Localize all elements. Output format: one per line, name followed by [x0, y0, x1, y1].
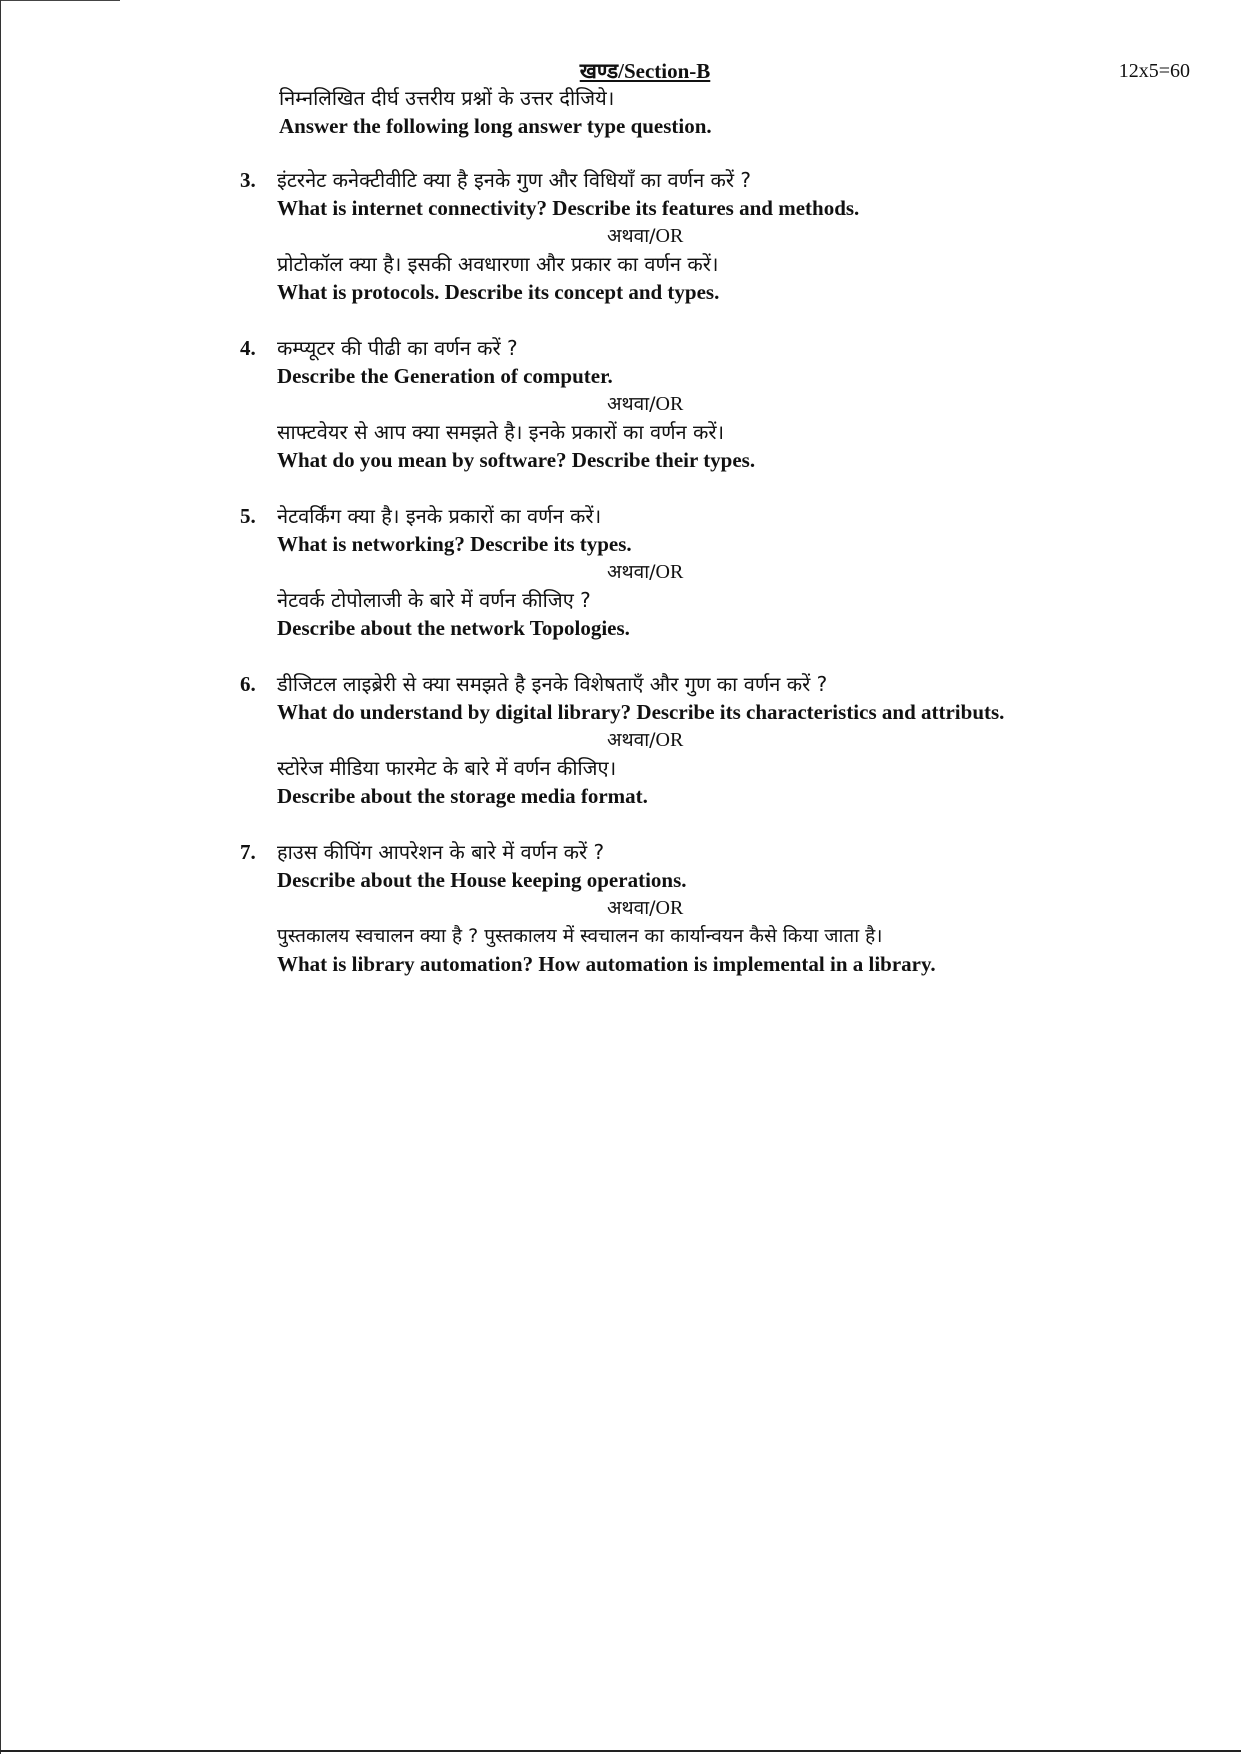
or-separator: [277, 726, 1157, 754]
or-label-hindi: अथवा/: [607, 561, 656, 583]
or-label-hindi: अथवा/: [607, 897, 656, 919]
question-body: [277, 838, 1157, 978]
question-english: Describe the Generation of computer.: [277, 364, 613, 388]
question-body: [277, 334, 1157, 474]
marks-allocation: 12x5=60: [1118, 60, 1190, 82]
question-number: 5.: [240, 504, 256, 528]
or-label-english: OR: [655, 225, 684, 247]
question-number: 7.: [240, 840, 256, 864]
or-label-english: OR: [655, 561, 684, 583]
alternate-question-english: Describe about the storage media format.: [277, 784, 648, 808]
or-separator: [277, 894, 1157, 922]
alternate-question-hindi: प्रोटोकॉल क्या है। इसकी अवधारणा और प्रकार का वर्णन करें।: [277, 252, 719, 276]
question-hindi: इंटरनेट कनेक्टीवीटि क्या है इनके गुण और विधियाँ का वर्णन करें ?: [277, 168, 752, 192]
question-english: What is internet connectivity? Describe its features and methods.: [277, 196, 860, 220]
scan-edge-top: [0, 0, 120, 1]
question-number: 6.: [240, 672, 256, 696]
question-number: 4.: [240, 336, 256, 360]
or-separator: [277, 390, 1157, 418]
question-hindi: कम्प्यूटर की पीढी का वर्णन करें ?: [277, 336, 518, 360]
or-label-english: OR: [655, 897, 684, 919]
instructions: [279, 84, 1179, 140]
section-title: खण्ड/Section-B: [579, 59, 711, 83]
or-label-hindi: अथवा/: [607, 393, 656, 415]
instructions-english: Answer the following long answer type question.: [279, 114, 712, 138]
alternate-question-hindi: नेटवर्क टोपोलाजी के बारे में वर्णन कीजिए ?: [277, 588, 591, 612]
question-english: What is networking? Describe its types.: [277, 532, 632, 556]
alternate-question-hindi: स्टोरेज मीडिया फारमेट के बारे में वर्णन कीजिए।: [277, 756, 617, 780]
scan-edge-left: [0, 0, 1, 1754]
alternate-question-hindi: पुस्तकालय स्वचालन क्या है ? पुस्तकालय में स्वचालन का कार्यान्वयन कैसे किया जाता है।: [277, 925, 883, 947]
question-number: 3.: [240, 168, 256, 192]
question-english: Describe about the House keeping operations.: [277, 868, 687, 892]
question-body: [277, 166, 1157, 306]
question-body: [277, 502, 1157, 642]
question-english: What do understand by digital library? Describe its characteristics and attributs.: [277, 700, 1005, 724]
or-label-hindi: अथवा/: [607, 729, 656, 751]
alternate-question-english: What is protocols. Describe its concept and types.: [277, 280, 720, 304]
question-hindi: डीजिटल लाइब्रेरी से क्या समझते है इनके विशेषताएँ और गुण का वर्णन करें ?: [277, 672, 828, 696]
or-label-english: OR: [655, 729, 684, 751]
question-hindi: नेटवर्किंग क्या है। इनके प्रकारों का वर्णन करें।: [277, 504, 602, 528]
instructions-hindi: निम्नलिखित दीर्घ उत्तरीय प्रश्नों के उत्तर दीजिये।: [279, 86, 615, 110]
or-separator: [277, 222, 1157, 250]
question-body: [277, 670, 1157, 810]
or-label-hindi: अथवा/: [607, 225, 656, 247]
question-hindi: हाउस कीपिंग आपरेशन के बारे में वर्णन करें ?: [277, 840, 605, 864]
alternate-question-english: What is library automation? How automation is implemental in a library.: [277, 952, 936, 976]
or-separator: [277, 558, 1157, 586]
or-label-english: OR: [655, 393, 684, 415]
alternate-question-hindi: साफ्टवेयर से आप क्या समझते है। इनके प्रकारों का वर्णन करें।: [277, 420, 725, 444]
scan-edge-bottom: [0, 1750, 1241, 1752]
alternate-question-english: What do you mean by software? Describe their types.: [277, 448, 756, 472]
alternate-question-english: Describe about the network Topologies.: [277, 616, 630, 640]
